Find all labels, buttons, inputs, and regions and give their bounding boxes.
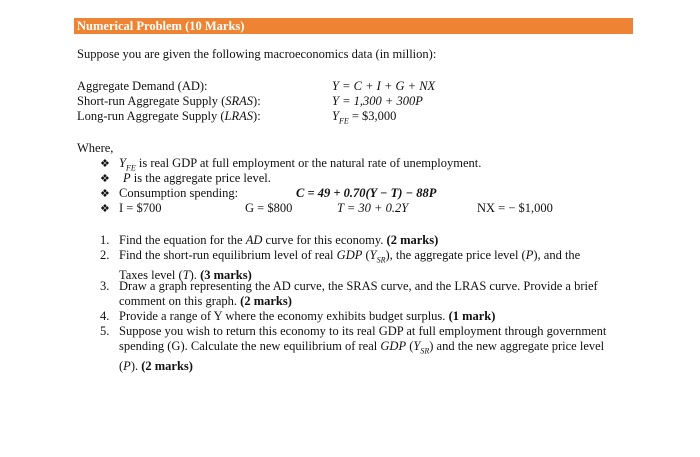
where-text: Where, xyxy=(77,141,114,155)
q3-number: 3. xyxy=(100,279,110,293)
diamond-bullet-icon: ❖ xyxy=(100,188,110,200)
question-5: Suppose you wish to return this economy to its real GDP at full employment through government spending (G). Calculate the new equilibrium of real GDP $(Y_{SR})$ and the new aggregate price level (P). (2 marks) xyxy=(119,324,607,373)
section-banner: Numerical Problem (10 Marks) xyxy=(74,18,633,34)
question-4: Provide a range of Y where the economy exhibits budget surplus. (1 mark) xyxy=(119,309,496,323)
question-2: Find the short-run equilibrium level of real GDP $(Y_{SR})$, the aggregate price level (P), and the Taxes level (T). (3 marks) xyxy=(119,248,581,282)
question-3: Draw a graph representing the AD curve, the SRAS curve, and the LRAS curve. Provide a brief comment on this graph. (2 marks) xyxy=(119,279,598,308)
bullet-price: ❖ P is the aggregate price level. xyxy=(100,171,271,185)
diamond-bullet-icon: ❖ xyxy=(100,158,110,170)
q1-number: 1. xyxy=(100,233,110,247)
lras-equation: $Y_{FE}$ = $3,000 xyxy=(332,109,397,126)
sras-equation: Y = 1,300 + 300P xyxy=(332,94,423,108)
q4-number: 4. xyxy=(100,309,110,323)
diamond-bullet-icon: ❖ xyxy=(100,173,110,185)
q5-number: 5. xyxy=(100,324,110,338)
intro-text: Suppose you are given the following macroeconomics data (in million): xyxy=(77,47,437,61)
diamond-bullet-icon: ❖ xyxy=(100,203,110,215)
lras-label: Long-run Aggregate Supply (LRAS): xyxy=(77,109,261,123)
consumption-equation: C = 49 + 0.70(Y − T) − 88P xyxy=(296,186,437,200)
bullet-yfe: ❖ $Y_{FE}$ is real GDP at full employment or the natural rate of unemployment. xyxy=(100,156,482,173)
q2-number: 2. xyxy=(100,248,110,262)
ad-label: Aggregate Demand (AD): xyxy=(77,79,208,93)
ad-equation: Y = C + I + G + NX xyxy=(332,79,436,93)
sras-label: Short-run Aggregate Supply (SRAS): xyxy=(77,94,261,108)
bullet-consumption: ❖ Consumption spending: xyxy=(100,186,239,200)
question-1: Find the equation for the AD curve for this economy. (2 marks) xyxy=(119,233,439,247)
net-exports: NX = − $1,000 xyxy=(477,201,553,215)
tax-equation: T = 30 + 0.2Y xyxy=(337,201,409,215)
bullet-investment: ❖ I = $700 xyxy=(100,201,162,215)
government-spending: G = $800 xyxy=(245,201,293,215)
